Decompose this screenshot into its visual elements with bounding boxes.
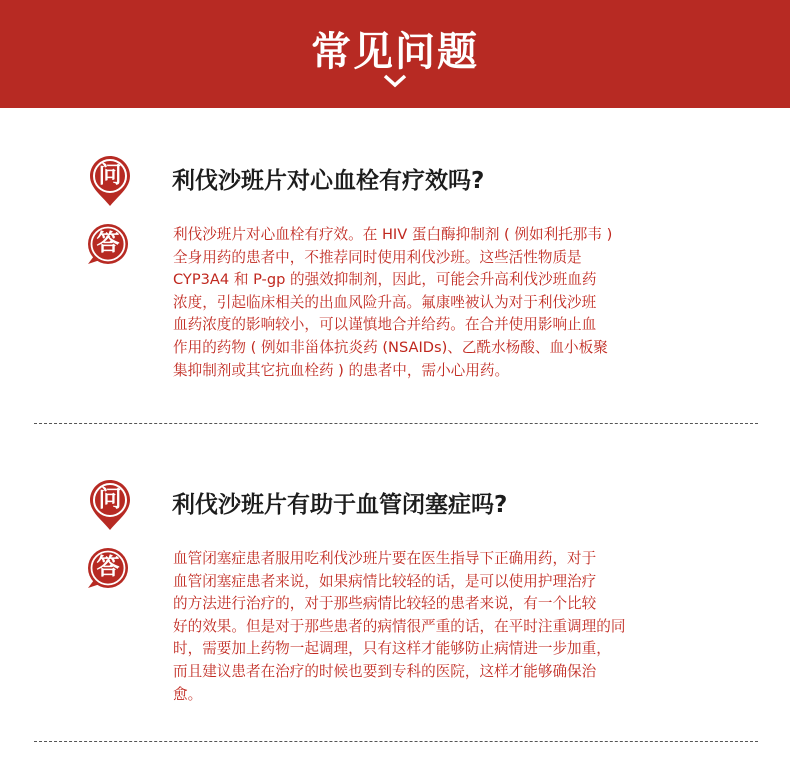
answer-line: CYP3A4 和 P-gp 的强效抑制剂，因此，可能会升高利伐沙班血药 <box>173 271 597 289</box>
answer-line: 利伐沙班片对心血栓有疗效。在 HIV 蛋白酶抑制剂 ( 例如利托那韦 ) <box>173 226 613 243</box>
answer-line: 集抑制剂或其它抗血栓药 ) 的患者中，需小心用药。 <box>173 361 510 379</box>
answer-line: 时，需要加上药物一起调理，只有这样才能够防止病情进一步加重， <box>173 640 611 658</box>
question-badge <box>88 154 132 198</box>
answer-text <box>173 224 707 382</box>
question-title: 利伐沙班片对心血栓有疗效吗? <box>172 168 485 194</box>
answer-line: 血管闭塞症患者来说，如果病情比较轻的话，是可以使用护理治疗 <box>173 572 597 590</box>
answer-line: 愈。 <box>173 685 203 703</box>
page-title: 常见问题 <box>311 29 479 75</box>
question-title: 利伐沙班片有助于血管闭塞症吗? <box>172 492 508 518</box>
section-divider <box>34 423 758 424</box>
answer-line: 血药浓度的影响较小，可以谨慎地合并给药。在合并使用影响止血 <box>173 316 597 334</box>
question-badge-label: 问 <box>98 162 122 188</box>
answer-badge <box>86 546 130 590</box>
answer-line: 浓度，引起临床相关的出血风险升高。氟康唑被认为对于利伐沙班 <box>173 293 597 311</box>
page-header <box>0 0 790 108</box>
answer-text <box>173 548 707 706</box>
section-divider <box>34 741 758 742</box>
answer-line: 而且建议患者在治疗的时候也要到专科的医院，这样才能够确保治 <box>173 662 597 680</box>
answer-line: 作用的药物 ( 例如非甾体抗炎药 (NSAIDs)、乙酰水杨酸、血小板聚 <box>173 338 608 356</box>
answer-line: 血管闭塞症患者服用吃利伐沙班片要在医生指导下正确用药，对于 <box>173 550 597 567</box>
answer-badge-label: 答 <box>96 554 120 580</box>
answer-line: 全身用药的患者中，不推荐同时使用利伐沙班。这些活性物质是 <box>173 248 582 266</box>
answer-badge-label: 答 <box>96 230 120 256</box>
question-badge <box>88 478 132 522</box>
answer-badge <box>86 222 130 266</box>
question-badge-label: 问 <box>98 486 122 512</box>
answer-line: 好的效果。但是对于那些患者的病情很严重的话，在平时注重调理的同 <box>173 617 626 635</box>
answer-line: 的方法进行治疗的，对于那些病情比较轻的患者来说，有一个比较 <box>173 595 597 613</box>
chevron-down-icon <box>383 74 407 88</box>
